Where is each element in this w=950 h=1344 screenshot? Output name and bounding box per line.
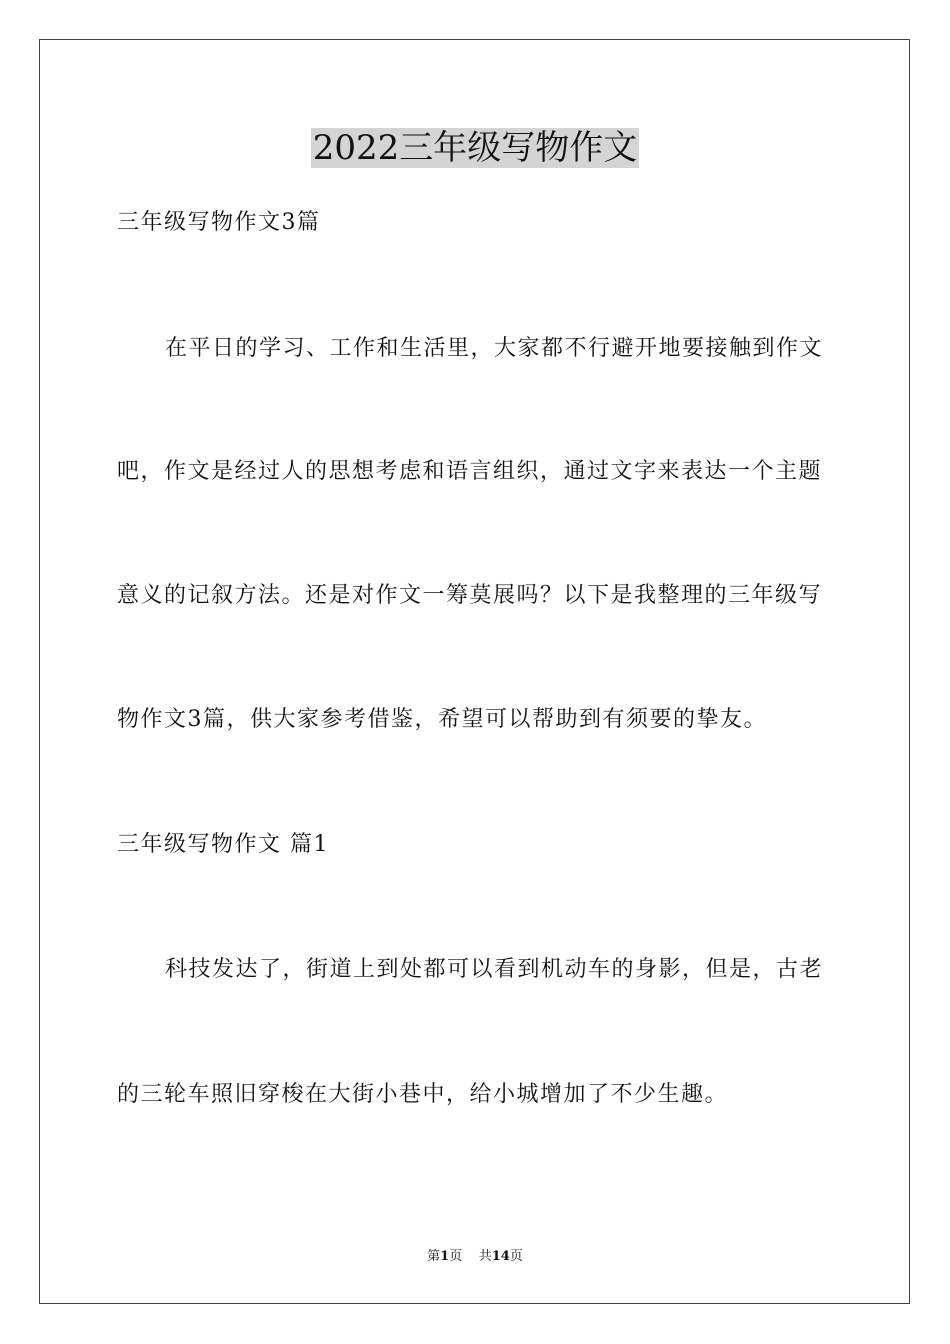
- section-line-2: 的三轮车照旧穿梭在大街小巷中，给小城增加了不少生趣。: [117, 1082, 729, 1107]
- footer-page-number: 1: [440, 1249, 450, 1264]
- footer-total-prefix: 共: [478, 1249, 492, 1264]
- footer-page-prefix: 第: [427, 1249, 441, 1264]
- document-subtitle: 三年级写物作文3篇: [117, 210, 321, 235]
- footer-total-suffix: 页: [509, 1249, 523, 1264]
- intro-line-4: 物作文3篇，供大家参考借鉴，希望可以帮助到有须要的挚友。: [117, 707, 767, 732]
- intro-line-3: 意义的记叙方法。还是对作文一筹莫展吗？以下是我整理的三年级写: [117, 583, 823, 608]
- footer-page-suffix: 页: [449, 1249, 463, 1264]
- intro-line-2: 吧，作文是经过人的思想考虑和语言组织，通过文字来表达一个主题: [117, 459, 823, 484]
- footer-total-pages: 14: [491, 1249, 510, 1264]
- intro-line-1: 在平日的学习、工作和生活里，大家都不行避开地要接触到作文: [165, 336, 824, 361]
- page-footer: [0, 1248, 950, 1266]
- section-heading: 三年级写物作文 篇1: [117, 832, 329, 857]
- document-title: [0, 126, 950, 170]
- section-line-1: 科技发达了，街道上到处都可以看到机动车的身影，但是，古老: [165, 957, 824, 982]
- document-title-text: 2022三年级写物作文: [312, 128, 638, 168]
